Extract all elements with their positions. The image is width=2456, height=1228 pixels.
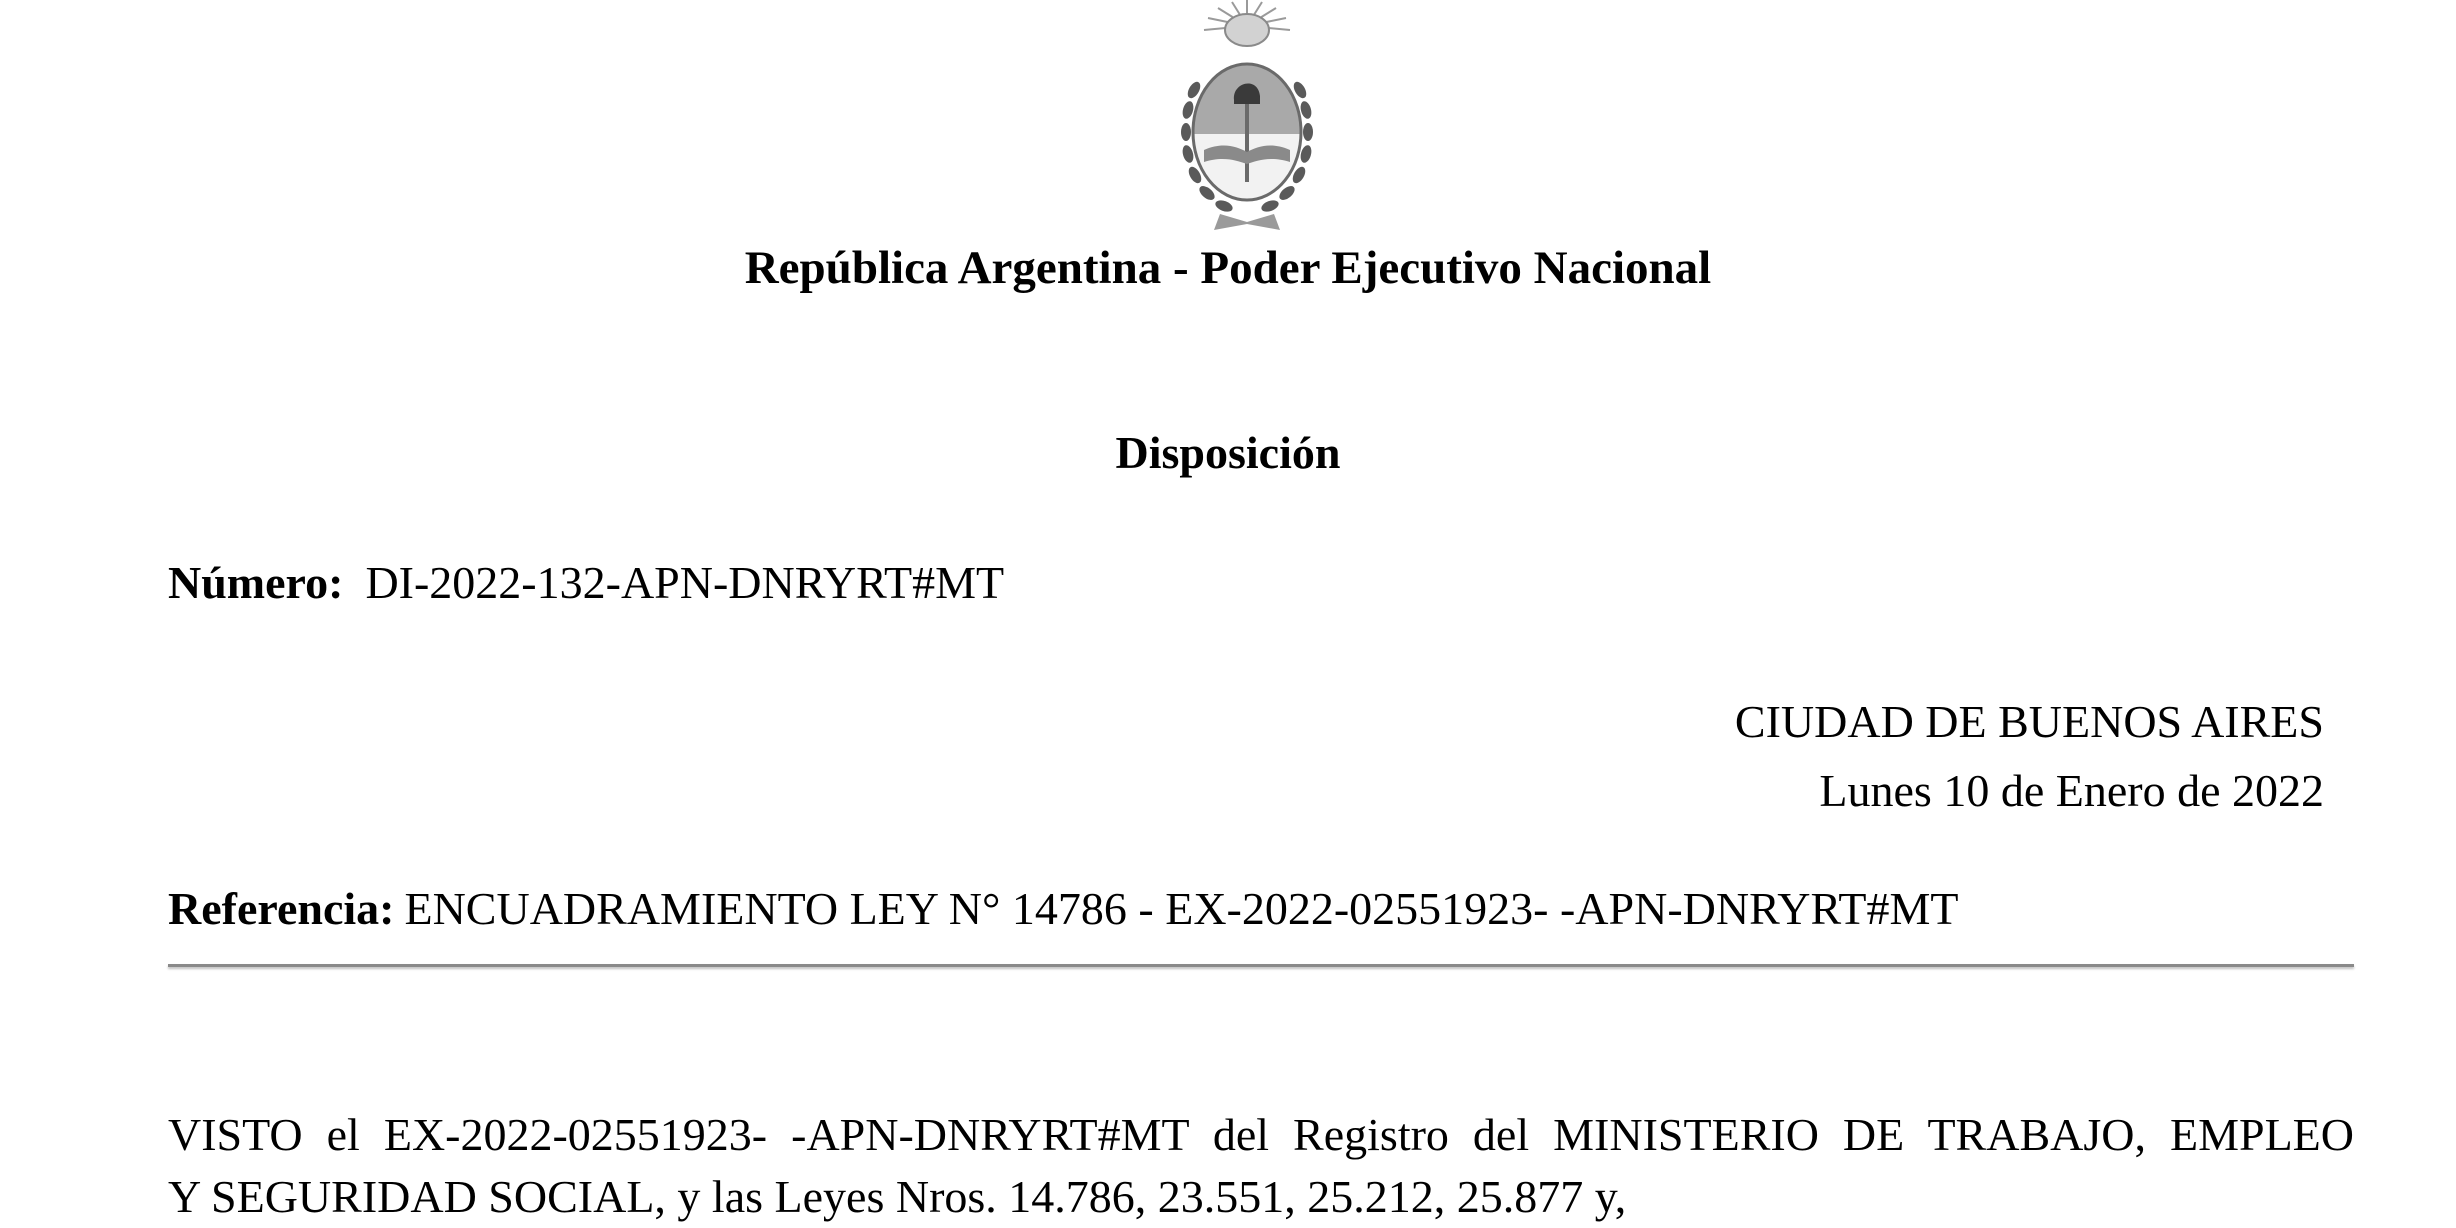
document-reference: [168, 879, 1958, 939]
document-date: Lunes 10 de Enero de 2022: [1819, 765, 2324, 816]
document-number: [168, 553, 1004, 613]
body-line: Y SEGURIDAD SOCIAL, y las Leyes Nros. 14.786, 23.551, 25.212, 25.877 y,: [168, 1171, 1627, 1222]
document-body: [168, 1104, 2354, 1228]
document-reference-label: Referencia:: [168, 883, 395, 934]
document-number-value: DI-2022-132-APN-DNRYRT#MT: [365, 557, 1005, 608]
body-line: VISTO el EX-2022-02551923- -APN-DNRYRT#MT del Registro del MINISTERIO DE TRABAJO, EMPLEO: [168, 1109, 2354, 1160]
header-divider: [168, 964, 2354, 967]
document-place: CIUDAD DE BUENOS AIRES: [1734, 696, 2324, 747]
coat-of-arms-argentina-icon: [1162, 0, 1332, 236]
place-and-date: [1735, 687, 2324, 825]
government-header-title: República Argentina - Poder Ejecutivo Nacional: [744, 242, 1712, 294]
document-type-title: Disposición: [1115, 427, 1341, 478]
document-reference-value: ENCUADRAMIENTO LEY N° 14786 - EX-2022-02551923- -APN-DNRYRT#MT: [404, 883, 1959, 934]
document-number-label: Número:: [168, 557, 344, 608]
